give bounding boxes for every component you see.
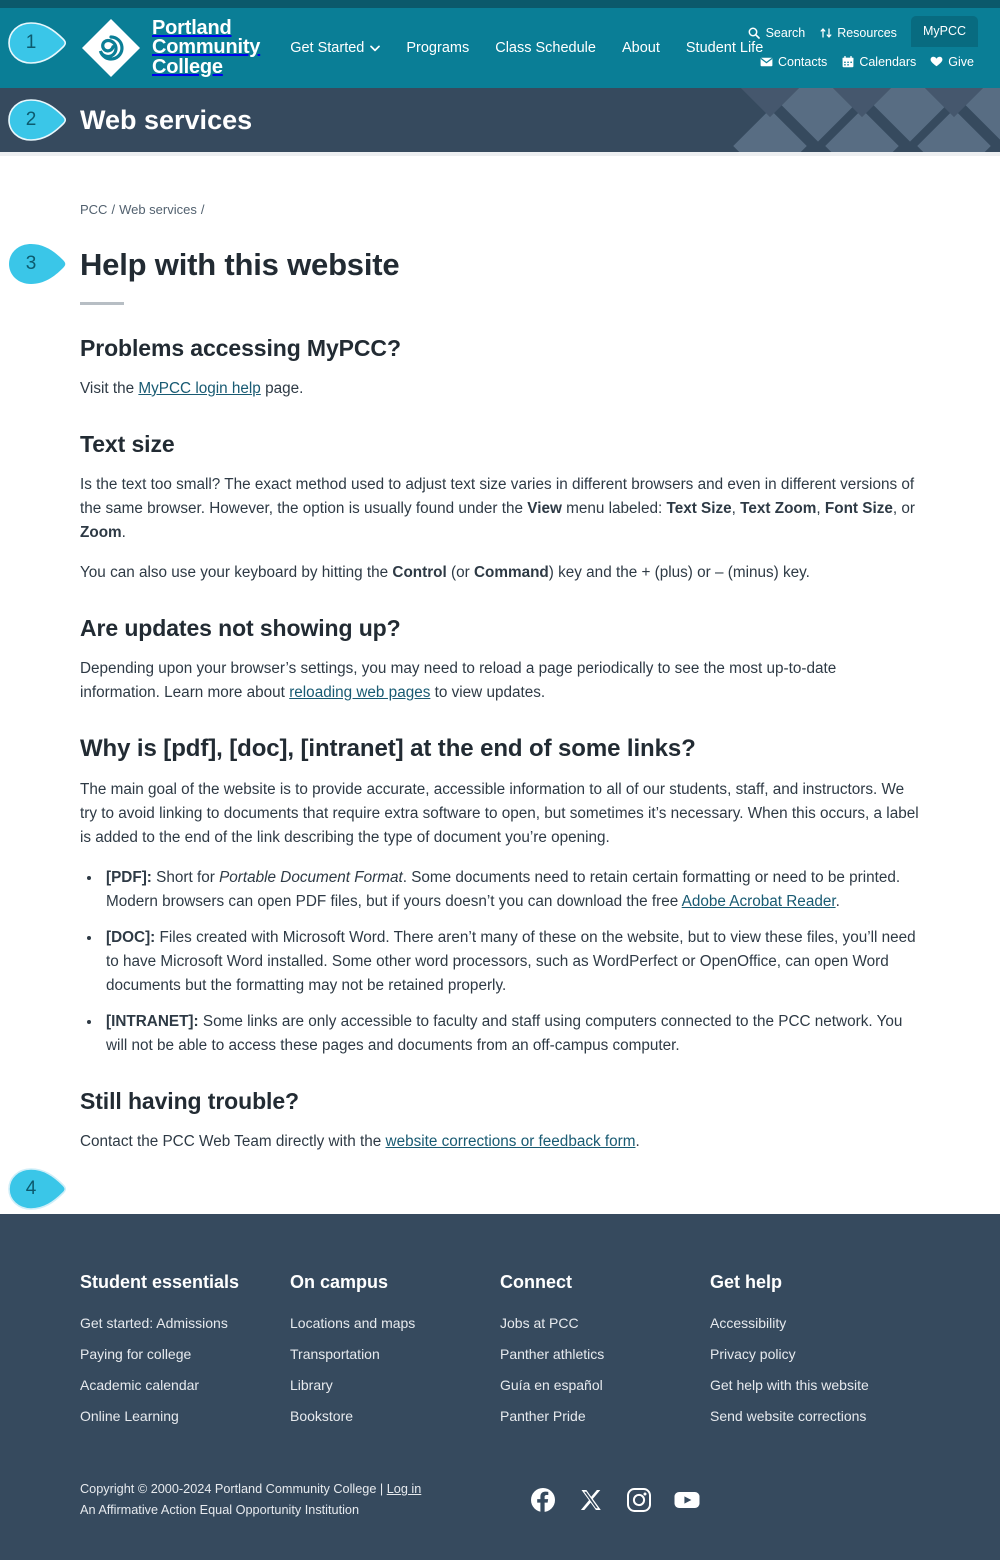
- resources-sort-icon: [819, 27, 832, 39]
- nav-label: Student Life: [685, 40, 764, 56]
- footer-link-library[interactable]: Library: [290, 1377, 333, 1394]
- footer-link-privacy-policy[interactable]: Privacy policy: [710, 1346, 796, 1363]
- list-item-tag: [PDF]:: [106, 869, 152, 887]
- text-fragment: .: [635, 1133, 640, 1151]
- text-fragment: Is the text too small? The exact method used to adjust text size varies in different browsers and even in different versions of the same browser. However, the option is usually found under the: [80, 476, 915, 518]
- footer-link-academic-calendar[interactable]: Academic calendar: [80, 1377, 200, 1394]
- emphasis-text-size: Text Size: [666, 500, 732, 518]
- footer-copyright-block: [80, 1479, 510, 1520]
- footer-tagline: An Affirmative Action Equal Opportunity Institution: [80, 1502, 360, 1517]
- nav-item-programs[interactable]: [406, 40, 469, 56]
- footer-column-on-campus: [290, 1272, 500, 1439]
- text-fragment: , or: [892, 500, 915, 518]
- banner-diamond-pattern-decoration: [730, 88, 1000, 152]
- x-twitter-icon[interactable]: [578, 1487, 604, 1513]
- annotation-marker-4: [8, 1168, 70, 1210]
- text-fragment: Contact the PCC Web Team directly with the: [80, 1133, 386, 1151]
- paragraph-text-size-2: [80, 561, 920, 585]
- text-fragment: Some links are only accessible to faculty and staff using computers connected to the PCC network. You will not be able to access these pages and documents from an off-campus computer.: [106, 1013, 903, 1055]
- site-logo-link[interactable]: [80, 17, 260, 79]
- annotation-marker-2: [8, 99, 70, 141]
- list-item: [102, 1010, 920, 1058]
- banner-divider: [0, 152, 1000, 156]
- footer-bottom-bar: [80, 1479, 920, 1520]
- italic-fragment: Portable Document Format: [219, 869, 403, 887]
- breadcrumb-item-pcc[interactable]: PCC: [80, 202, 108, 217]
- marker-number: 3: [25, 253, 37, 274]
- chevron-down-icon: [370, 40, 380, 56]
- nav-label: About: [621, 40, 660, 56]
- emphasis-zoom: Zoom: [80, 524, 122, 542]
- text-fragment: ,: [731, 500, 741, 518]
- list-item: [102, 926, 920, 998]
- nav-label: Class Schedule: [495, 40, 596, 56]
- mypcc-tab-button[interactable]: MyPCC: [911, 16, 978, 47]
- utility-search-link[interactable]: [748, 26, 806, 40]
- text-fragment: to view updates.: [430, 684, 546, 702]
- nav-label: Get Started: [290, 40, 365, 56]
- footer-link-columns: [80, 1272, 920, 1439]
- logo-line-1: Portland: [152, 16, 232, 39]
- utility-calendars-link[interactable]: [841, 55, 916, 69]
- primary-navigation: [290, 40, 763, 56]
- paragraph-mypcc-problems: [80, 377, 920, 401]
- emphasis-text-zoom: Text Zoom: [740, 500, 817, 518]
- text-fragment: page.: [260, 380, 304, 397]
- copyright-text: Copyright © 2000-2024 Portland Community College |: [80, 1482, 387, 1497]
- pcc-spiral-diamond-logo-icon: [80, 17, 142, 79]
- logo-line-2: Community: [152, 36, 261, 59]
- paragraph-link-labels-intro: The main goal of the website is to provide accurate, accessible information to all of our students, staff, and instructors. We try to avoid linking to documents that require extra software to open, but sometimes it’s necessary. When this occurs, a label is added to the end of the link describing the type of document you’re opening.: [80, 781, 919, 847]
- utility-navigation: [698, 18, 978, 76]
- main-content: [0, 202, 1000, 1154]
- emphasis-font-size: Font Size: [824, 500, 893, 518]
- marker-number: 1: [25, 32, 37, 53]
- footer-column-get-help: [710, 1272, 920, 1439]
- site-footer: [0, 1214, 1000, 1560]
- youtube-icon[interactable]: [674, 1487, 700, 1513]
- text-fragment: Short for: [151, 869, 220, 887]
- envelope-icon: [760, 57, 773, 67]
- logo-line-3: College: [152, 55, 223, 78]
- footer-link-bookstore[interactable]: Bookstore: [290, 1408, 354, 1425]
- link-adobe-acrobat-reader[interactable]: Adobe Acrobat Reader: [681, 893, 836, 911]
- nav-label: Programs: [406, 40, 470, 56]
- instagram-icon[interactable]: [626, 1487, 652, 1513]
- footer-link-get-started-admissions[interactable]: Get started: Admissions: [80, 1315, 228, 1332]
- footer-link-online-learning[interactable]: Online Learning: [80, 1408, 179, 1425]
- annotation-marker-3: [8, 243, 70, 285]
- footer-link-panther-pride[interactable]: Panther Pride: [500, 1408, 586, 1425]
- paragraph-still-trouble: [80, 1130, 920, 1154]
- text-fragment: Depending upon your browser’s settings, you may need to reload a page periodically to see the most up-to-date information. Learn more about: [80, 660, 837, 702]
- text-fragment: (or: [446, 564, 474, 582]
- utility-give-link[interactable]: [930, 55, 974, 69]
- footer-link-panther-athletics[interactable]: Panther athletics: [500, 1346, 605, 1363]
- section-heading-still-trouble: Still having trouble?: [80, 1088, 299, 1115]
- title-underline-rule: [80, 302, 124, 305]
- section-heading-text-size: Text size: [80, 431, 175, 458]
- list-item-tag: [DOC]:: [106, 929, 156, 947]
- footer-link-accessibility[interactable]: Accessibility: [710, 1315, 787, 1332]
- footer-column-heading: On campus: [290, 1272, 389, 1293]
- nav-item-about[interactable]: [622, 40, 660, 56]
- nav-item-get-started[interactable]: [290, 40, 380, 56]
- footer-link-paying-for-college[interactable]: Paying for college: [80, 1346, 192, 1363]
- page-title: Help with this website: [80, 247, 400, 282]
- breadcrumb-item-web-services[interactable]: Web services: [119, 202, 197, 217]
- page-banner: [0, 88, 1000, 152]
- footer-link-get-help-with-this-website[interactable]: Get help with this website: [710, 1377, 869, 1394]
- footer-link-locations-and-maps[interactable]: Locations and maps: [290, 1315, 416, 1332]
- link-reloading-web-pages[interactable]: reloading web pages: [289, 684, 431, 702]
- annotation-marker-1: [8, 22, 70, 64]
- footer-column-student-essentials: [80, 1272, 290, 1439]
- marker-number: 4: [25, 1178, 37, 1199]
- paragraph-updates: [80, 657, 920, 705]
- utility-label: Calendars: [859, 54, 917, 69]
- facebook-icon[interactable]: [530, 1487, 556, 1513]
- link-website-corrections-form[interactable]: website corrections or feedback form: [385, 1133, 636, 1151]
- footer-link-guia-en-espanol[interactable]: Guía en español: [500, 1377, 603, 1394]
- utility-row-primary: [698, 18, 978, 47]
- utility-resources-link[interactable]: [819, 26, 897, 40]
- breadcrumb-separator: /: [111, 202, 116, 217]
- nav-item-class-schedule[interactable]: [495, 40, 596, 56]
- utility-label: Resources: [837, 25, 897, 40]
- text-fragment: ) key and the + (plus) or – (minus) key.: [548, 564, 810, 582]
- utility-row-secondary: [698, 47, 978, 76]
- footer-column-heading: Get help: [710, 1272, 783, 1293]
- text-fragment: menu labeled:: [561, 500, 667, 518]
- page-banner-title: Web services: [80, 104, 253, 135]
- site-masthead: [0, 8, 1000, 88]
- utility-label: Contacts: [777, 54, 828, 69]
- heart-icon: [930, 56, 943, 67]
- footer-link-send-website-corrections[interactable]: Send website corrections: [710, 1408, 867, 1425]
- utility-label: Search: [765, 25, 806, 40]
- top-accent-strip: [0, 0, 1000, 8]
- text-fragment: Files created with Microsoft Word. There aren’t many of these on the website, but to view these files, you’ll need to have Microsoft Word installed. Some other word processors, such as WordPerfect or OpenOffice, can open Word documents but the formatting may not be retained properly.: [106, 929, 916, 995]
- utility-contacts-link[interactable]: [760, 55, 827, 69]
- emphasis-view: View: [527, 500, 562, 518]
- breadcrumb-separator: /: [200, 202, 205, 217]
- search-icon: [748, 27, 761, 39]
- link-mypcc-login-help[interactable]: MyPCC login help: [138, 380, 261, 397]
- marker-number: 2: [25, 109, 37, 130]
- footer-login-link[interactable]: Log in: [386, 1482, 422, 1497]
- footer-social-links: [530, 1487, 700, 1513]
- text-fragment: Visit the: [80, 380, 139, 397]
- utility-label: Give: [948, 54, 974, 69]
- text-fragment: ,: [816, 500, 825, 518]
- section-heading-link-labels: Why is [pdf], [doc], [intranet] at the end of some links?: [80, 735, 696, 763]
- breadcrumb: [80, 202, 920, 217]
- footer-column-heading: Student essentials: [80, 1272, 240, 1293]
- section-heading-updates: Are updates not showing up?: [80, 615, 401, 642]
- text-fragment: .: [835, 893, 840, 911]
- logo-wordmark: [152, 16, 261, 78]
- section-heading-mypcc-problems: Problems accessing MyPCC?: [80, 335, 401, 361]
- emphasis-command: Command: [473, 564, 549, 582]
- link-label-list: [80, 866, 920, 1058]
- text-fragment: .: [121, 524, 126, 542]
- emphasis-control: Control: [392, 564, 447, 582]
- text-fragment: You can also use your keyboard by hitting the: [80, 564, 393, 582]
- footer-link-transportation[interactable]: Transportation: [290, 1346, 380, 1363]
- footer-link-jobs-at-pcc[interactable]: Jobs at PCC: [500, 1315, 579, 1332]
- paragraph-text-size-1: [80, 473, 920, 545]
- calendar-icon: [841, 56, 854, 68]
- list-item: [102, 866, 920, 914]
- text-fragment: . Some documents need to retain certain formatting or need to be printed. Modern browsers can open PDF files, but if yours doesn’t you can download the free: [106, 869, 901, 911]
- footer-column-heading: Connect: [500, 1272, 572, 1293]
- list-item-tag: [INTRANET]:: [106, 1013, 199, 1031]
- footer-column-connect: [500, 1272, 710, 1439]
